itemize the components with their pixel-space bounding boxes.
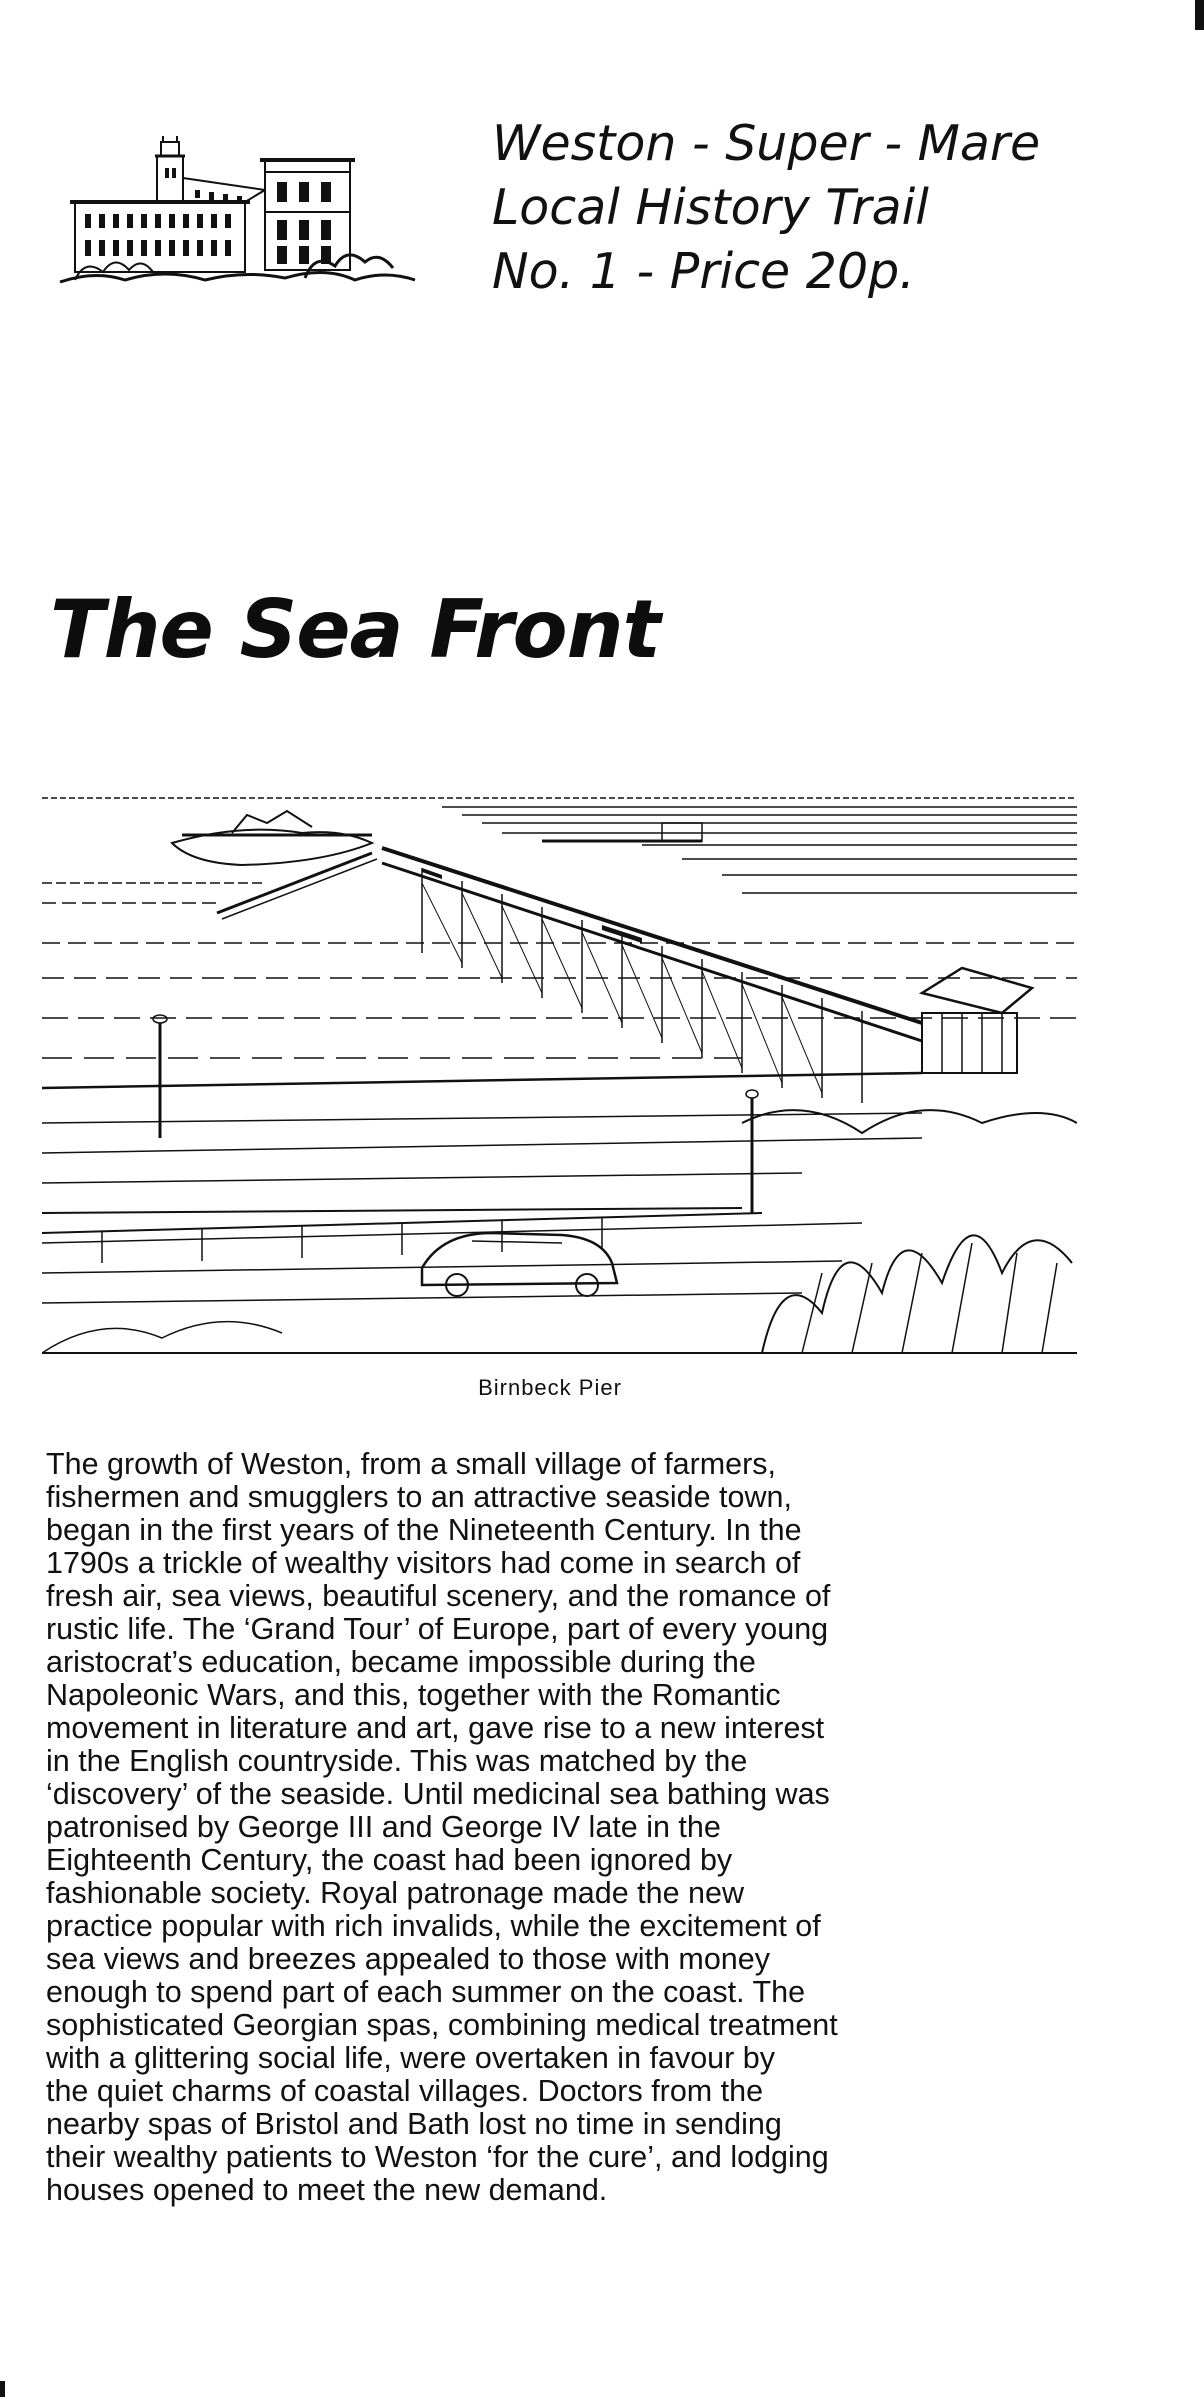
body-line: aristocrat’s education, became impossible during the (46, 1645, 756, 1679)
trail-title-line-1: Weston - Super - Mare (492, 115, 1041, 172)
body-line: fresh air, sea views, beautiful scenery, and the romance of (46, 1579, 831, 1613)
body-line: Napoleonic Wars, and this, together with the Romantic (46, 1678, 781, 1712)
body-line: patronised by George III and George IV late in the (46, 1810, 721, 1844)
scan-edge-mark-top (1195, 0, 1204, 30)
body-line: sophisticated Georgian spas, combining medical treatment (46, 2008, 838, 2042)
trail-title-line-2: Local History Trail (492, 179, 929, 236)
body-line: nearby spas of Bristol and Bath lost no time in sending (46, 2107, 782, 2141)
body-line: sea views and breezes appealed to those with money (46, 1942, 770, 1976)
body-line: fashionable society. Royal patronage made the new (46, 1876, 744, 1910)
body-line: houses opened to meet the new demand. (46, 2173, 608, 2207)
body-line: The growth of Weston, from a small village of farmers, (46, 1447, 777, 1481)
body-line: began in the first years of the Nineteenth Century. In the (46, 1513, 802, 1547)
body-line: enough to spend part of each summer on the coast. The (46, 1975, 806, 2009)
trail-title-line-3: No. 1 - Price 20p. (492, 243, 915, 300)
body-line: with a glittering social life, were overtaken in favour by (46, 2041, 775, 2075)
body-line: rustic life. The ‘Grand Tour’ of Europe, part of every young (46, 1612, 829, 1646)
georgian-terrace-illustration (55, 120, 430, 295)
body-line: the quiet charms of coastal villages. Doctors from the (46, 2074, 764, 2108)
body-line: in the English countryside. This was matched by the (46, 1744, 748, 1778)
section-heading: The Sea Front (50, 583, 660, 676)
body-paragraph (46, 1448, 1106, 2207)
body-line: fishermen and smugglers to an attractive seaside town, (46, 1480, 792, 1514)
body-line: 1790s a trickle of wealthy visitors had come in search of (46, 1546, 801, 1580)
body-line: ‘discovery’ of the seaside. Until medicinal sea bathing was (46, 1777, 830, 1811)
body-line: their wealthy patients to Weston ‘for the cure’, and lodging (46, 2140, 829, 2174)
scan-edge-mark-bottom (0, 2381, 5, 2397)
body-line: Eighteenth Century, the coast had been ignored by (46, 1843, 733, 1877)
birnbeck-pier-illustration (42, 793, 1077, 1356)
body-line: movement in literature and art, gave rise to a new interest (46, 1711, 825, 1745)
body-line: practice popular with rich invalids, while the excitement of (46, 1909, 821, 1943)
image-caption: Birnbeck Pier (478, 1375, 622, 1400)
trail-title (492, 112, 1040, 304)
